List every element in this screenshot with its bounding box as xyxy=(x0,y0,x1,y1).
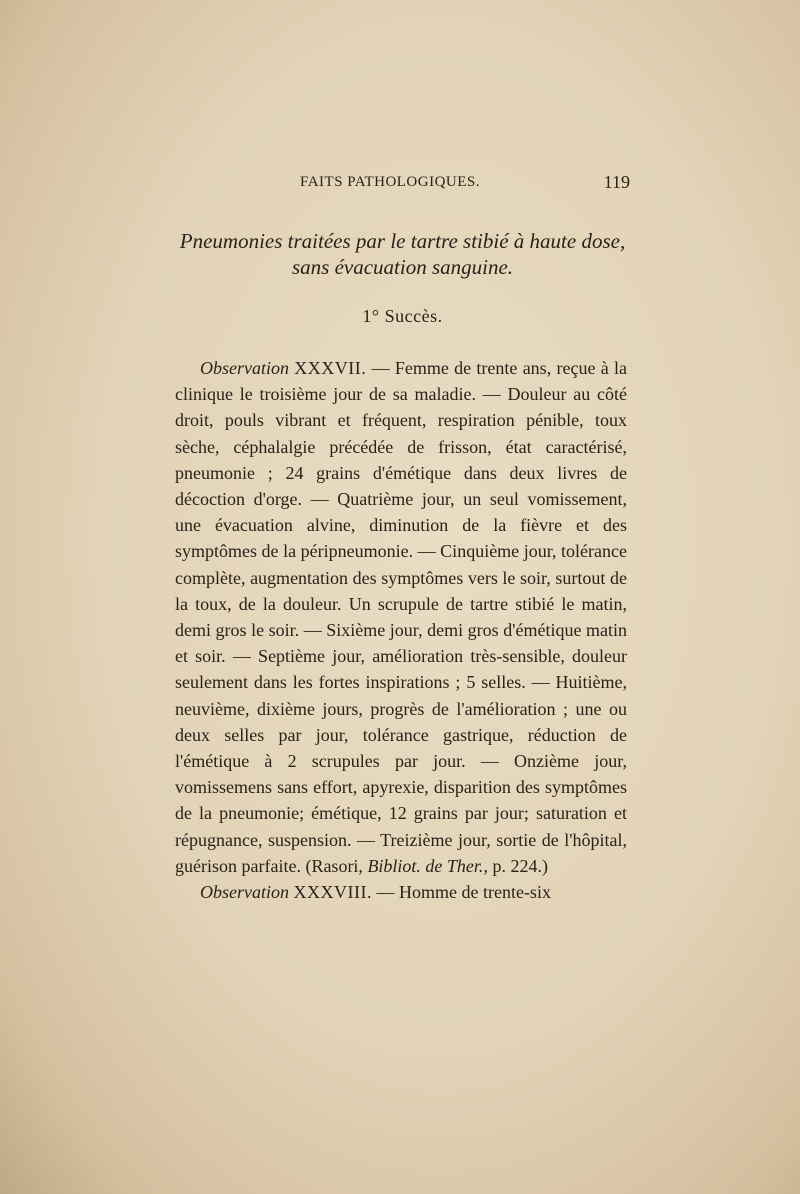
reference-title: Bibliot. de Ther. xyxy=(367,855,484,876)
section-title-line-1: Pneumonies traitées par le tartre stibié à haute dose, xyxy=(179,229,626,253)
observation-number: XXXVII. xyxy=(294,358,367,378)
body-text xyxy=(175,355,627,905)
subsection-heading: 1° Succès. xyxy=(362,306,443,326)
page-header xyxy=(175,172,630,198)
observation-paragraph xyxy=(175,879,627,905)
observation-label: Observation xyxy=(200,882,289,903)
running-title: FAITS PATHOLOGIQUES. xyxy=(300,174,481,190)
observation-label: Observation xyxy=(200,358,289,378)
observation-paragraph xyxy=(175,355,627,879)
section-title-line-2: sans évacuation sanguine. xyxy=(291,255,514,279)
observation-number: XXXVIII. xyxy=(293,882,372,903)
observation-text: — Homme de trente-six xyxy=(371,882,551,903)
observation-text: — Femme de trente ans, reçue à la clinique le troisième jour de sa maladie. — Douleur au côté droit, pouls vibrant et fréquent, respiration pénible, toux sèche, céphalalgie précédée de frisson, état caractérisé, pneumonie ; 24 grains d'émétique dans deux livres de décoction d'orge. — Quatrième jour, un seul vomissement, une évacuation alvine, diminution de la fièvre et des symptômes de la péripneumonie. — Cinquième jour, tolérance complète, augmentation des symptômes vers le soir, surtout de la toux, de la douleur. Un scrupule de tartre stibié le matin, demi gros le soir. — Sixième jour, demi gros d'émétique matin et soir. — Septième jour, amélioration très-sensible, douleur seulement dans les fortes inspirations ; 5 selles. — Huitième, neuvième, dixième jours, progrès de l'amélioration ; une ou deux selles par jour, tolérance gastrique, réduction de l'émétique à 2 scrupules par jour. — Onzième jour, vomissemens sans effort, apyrexie, disparition des symptômes de la pneumonie; émétique, 12 grains par jour; saturation et répugnance, suspension. — Treizième jour, sortie de l'hôpital, guérison parfaite. (Rasori, xyxy=(175,358,628,876)
page-number: 119 xyxy=(603,172,630,192)
reference-tail: , p. 224.) xyxy=(483,855,548,876)
